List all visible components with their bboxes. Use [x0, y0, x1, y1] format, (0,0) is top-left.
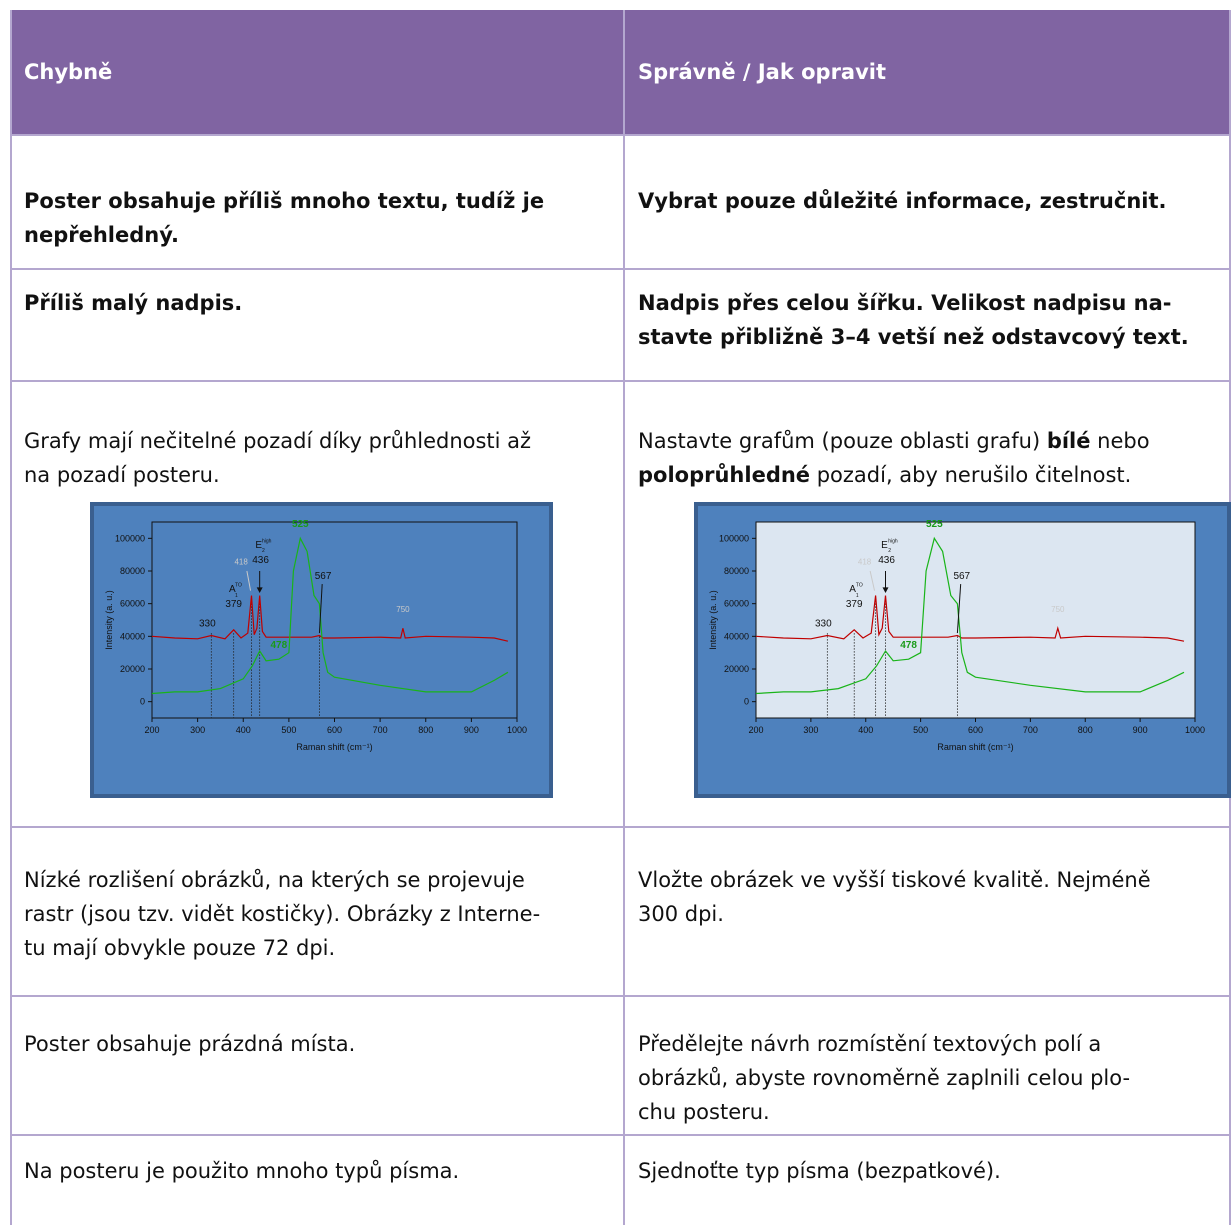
peak-label: 436 [878, 554, 895, 566]
text-line: Sjednoťte typ písma (bezpatkové). [638, 1159, 1001, 1183]
y-axis-label: Intensity (a. u.) [708, 590, 718, 650]
x-tick-label: 900 [463, 725, 479, 735]
mode-label-a1: A [849, 584, 856, 596]
y-tick-label: 20000 [723, 664, 749, 674]
mode-label-e2-sup: high [261, 538, 272, 545]
row4-wrong [24, 863, 540, 965]
peak-label: 330 [198, 618, 216, 630]
text-line [638, 458, 1150, 492]
y-tick-label: 60000 [119, 598, 145, 609]
x-tick-label: 700 [372, 725, 388, 735]
row3-wrong [24, 424, 531, 492]
text-line [638, 424, 1150, 458]
text-line: Vybrat pouze důležité informace, zestručnit. [638, 189, 1167, 213]
peak-label: 379 [225, 598, 243, 610]
x-tick-label: 800 [1077, 725, 1093, 735]
y-tick-label: 80000 [119, 566, 145, 576]
peak-label: 750 [1051, 604, 1065, 614]
text-line: Vložte obrázek ve vyšší tiskové kvalitě. Nejméně [638, 868, 1151, 892]
x-tick-label: 700 [1022, 725, 1038, 735]
comparison-table [10, 10, 1231, 1225]
mode-label-e2-sup: high [888, 538, 898, 545]
row2-fix [638, 286, 1189, 354]
row-divider [10, 268, 1231, 270]
peak-label: 750 [396, 604, 410, 614]
mode-label-e2: E [881, 540, 888, 552]
table-header [10, 10, 1231, 134]
peak-label: 418 [857, 557, 872, 567]
x-axis-label: Raman shift (cm⁻¹) [296, 742, 373, 752]
y-tick-label: 0 [139, 696, 145, 707]
text-line: Předělejte návrh rozmístění textových polí a [638, 1032, 1102, 1056]
y-tick-label: 40000 [723, 631, 749, 642]
y-tick-label: 40000 [119, 631, 145, 642]
text-line: Poster obsahuje příliš mnoho textu, tudíž je [24, 189, 545, 213]
peak-label: 567 [314, 571, 332, 583]
text-line: rastr (jsou tzv. vidět kostičky). Obrázky z Interne- [24, 902, 541, 926]
chart-bad-background [90, 502, 553, 798]
y-tick-label: 60000 [723, 598, 749, 609]
row2-wrong [24, 286, 242, 320]
mode-label-a1: A [228, 584, 236, 596]
x-tick-label: 300 [190, 725, 206, 735]
mode-label-a1-sub: 1 [235, 593, 238, 600]
mode-label-a1-sup: TO [235, 582, 242, 589]
peak-label: 418 [234, 557, 248, 567]
y-tick-label: 100000 [114, 533, 145, 544]
peak-label: 478 [270, 639, 288, 651]
x-tick-label: 800 [418, 725, 434, 735]
y-tick-label: 80000 [723, 566, 749, 576]
row5-wrong [24, 1027, 355, 1061]
text-line: Na posteru je použito mnoho typů písma. [24, 1159, 460, 1183]
text-line: Grafy mají nečitelné pozadí díky průhlednosti až [24, 429, 532, 453]
text-span: pozadí, aby nerušilo čitelnost. [810, 463, 1132, 487]
row-divider [10, 826, 1231, 828]
y-tick-label: 100000 [718, 533, 749, 544]
y-tick-label: 0 [743, 696, 749, 707]
row1-fix [638, 184, 1167, 218]
header-correct: Správně / Jak opravit [638, 60, 887, 84]
x-tick-label: 400 [858, 725, 874, 735]
row4-fix [638, 863, 1151, 931]
peak-label: 478 [900, 639, 917, 651]
mode-label-a1-sup: TO [855, 582, 863, 589]
row6-fix [638, 1154, 1001, 1188]
row-divider [10, 995, 1231, 997]
x-tick-label: 500 [281, 725, 297, 735]
text-line: nepřehledný. [24, 223, 179, 247]
x-tick-label: 600 [967, 725, 984, 735]
x-tick-label: 900 [1132, 725, 1148, 735]
row3-fix [638, 424, 1150, 492]
mode-label-a1-sub: 1 [855, 593, 859, 600]
text-line: 300 dpi. [638, 902, 724, 926]
text-line: stavte přibližně 3–4 vetší než odstavcový text. [638, 325, 1189, 349]
x-tick-label: 1000 [1184, 725, 1206, 735]
row1-wrong [24, 184, 544, 252]
x-tick-label: 300 [803, 725, 819, 735]
row6-wrong [24, 1154, 459, 1188]
peak-label: 436 [252, 554, 269, 566]
table-border-left [10, 10, 12, 1225]
peak-label: 330 [814, 618, 832, 630]
x-tick-label: 500 [913, 725, 929, 735]
x-tick-label: 200 [144, 725, 160, 735]
mode-label-e2: E [255, 540, 263, 552]
row-divider [10, 134, 1231, 136]
mode-label-e2-sub: 2 [888, 548, 892, 555]
row-divider [10, 1134, 1231, 1136]
x-axis-label: Raman shift (cm⁻¹) [937, 742, 1014, 752]
chart-good-background [694, 502, 1231, 798]
text-line: obrázků, abyste rovnoměrně zaplnili celou plo- [638, 1066, 1131, 1090]
y-axis-label: Intensity (a. u.) [104, 590, 114, 650]
text-line: Nízké rozlišení obrázků, na kterých se projevuje [24, 868, 525, 892]
peak-label: 525 [926, 518, 943, 530]
text-line: Poster obsahuje prázdná místa. [24, 1032, 356, 1056]
text-line: Příliš malý nadpis. [24, 291, 243, 315]
header-wrong: Chybně [24, 60, 113, 84]
text-line: tu mají obvykle pouze 72 dpi. [24, 936, 336, 960]
emphasis-semitransparent: poloprůhledné [638, 463, 811, 487]
x-tick-label: 600 [326, 725, 343, 735]
peak-label: 379 [845, 598, 863, 610]
y-tick-label: 20000 [119, 664, 145, 674]
row5-fix [638, 1027, 1130, 1129]
text-line: chu posteru. [638, 1100, 770, 1124]
x-tick-label: 400 [235, 725, 251, 735]
peak-label: 567 [953, 571, 971, 583]
peak-label: 525 [291, 518, 309, 530]
text-span: nebo [1090, 429, 1150, 453]
mode-label-e2-sub: 2 [261, 548, 265, 555]
column-divider [623, 10, 625, 1225]
emphasis-white: bílé [1046, 429, 1091, 453]
x-tick-label: 1000 [506, 725, 528, 735]
text-line: Nadpis přes celou šířku. Velikost nadpisu na- [638, 291, 1172, 315]
x-tick-label: 200 [748, 725, 764, 735]
text-span: Nastavte grafům (pouze oblasti grafu) [638, 429, 1047, 453]
text-line: na pozadí posteru. [24, 463, 220, 487]
row-divider [10, 380, 1231, 382]
